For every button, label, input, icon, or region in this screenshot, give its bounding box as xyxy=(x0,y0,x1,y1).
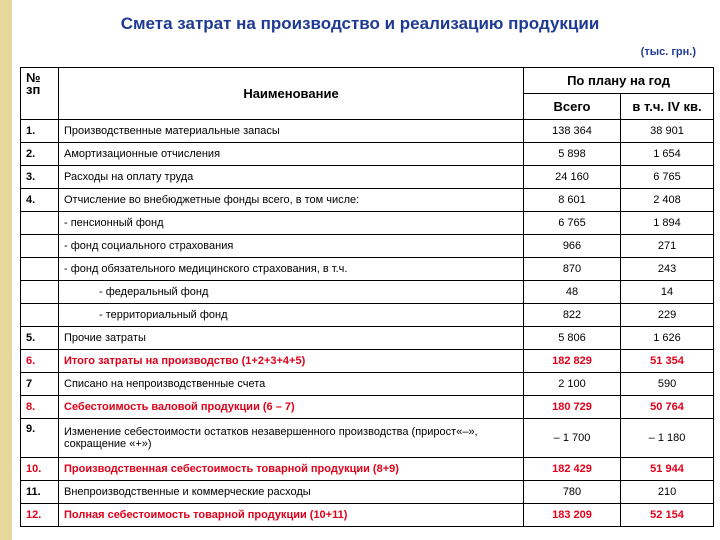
row-name: Итого затраты на производство (1+2+3+4+5) xyxy=(59,350,524,373)
row-num: 8. xyxy=(21,396,59,419)
table-row xyxy=(21,458,714,481)
table-row xyxy=(21,350,714,373)
row-q4: 6 765 xyxy=(621,166,714,189)
row-num xyxy=(21,235,59,258)
row-total: 822 xyxy=(524,304,621,327)
table-row xyxy=(21,396,714,419)
row-name: Полная себестоимость товарной продукции (10+11) xyxy=(59,504,524,527)
row-total: 780 xyxy=(524,481,621,504)
row-num: 1. xyxy=(21,120,59,143)
row-name: Производственные материальные запасы xyxy=(59,120,524,143)
row-total: 48 xyxy=(524,281,621,304)
row-total: 180 729 xyxy=(524,396,621,419)
row-name: - фонд обязательного медицинского страхования, в т.ч. xyxy=(59,258,524,281)
row-q4: 50 764 xyxy=(621,396,714,419)
table-row xyxy=(21,327,714,350)
row-q4: 243 xyxy=(621,258,714,281)
table-row xyxy=(21,212,714,235)
row-total: 183 209 xyxy=(524,504,621,527)
table-row xyxy=(21,189,714,212)
row-q4: – 1 180 xyxy=(621,419,714,458)
row-q4: 590 xyxy=(621,373,714,396)
row-name: Изменение себестоимости остатков незавершенного производства (прирост«–», сокращение «+») xyxy=(59,419,524,458)
row-num xyxy=(21,212,59,235)
row-name: Себестоимость валовой продукции (6 – 7) xyxy=(59,396,524,419)
row-total: 5 806 xyxy=(524,327,621,350)
row-q4: 51 944 xyxy=(621,458,714,481)
row-total: 182 429 xyxy=(524,458,621,481)
row-total: 6 765 xyxy=(524,212,621,235)
table-row xyxy=(21,304,714,327)
row-num: 10. xyxy=(21,458,59,481)
row-total: 966 xyxy=(524,235,621,258)
row-num: 6. xyxy=(21,350,59,373)
row-q4: 38 901 xyxy=(621,120,714,143)
header-plan: По плану на год xyxy=(524,68,714,94)
table-row xyxy=(21,166,714,189)
row-num: 5. xyxy=(21,327,59,350)
row-num: 11. xyxy=(21,481,59,504)
row-num: 4. xyxy=(21,189,59,212)
header-total: Всего xyxy=(524,94,621,120)
row-num xyxy=(21,304,59,327)
row-total: 5 898 xyxy=(524,143,621,166)
row-q4: 51 354 xyxy=(621,350,714,373)
row-name: - пенсионный фонд xyxy=(59,212,524,235)
table-row xyxy=(21,373,714,396)
row-num xyxy=(21,258,59,281)
row-q4: 1 626 xyxy=(621,327,714,350)
header-q4: в т.ч. IV кв. xyxy=(621,94,714,120)
row-q4: 14 xyxy=(621,281,714,304)
row-name: Производственная себестоимость товарной продукции (8+9) xyxy=(59,458,524,481)
row-name: Внепроизводственные и коммерческие расходы xyxy=(59,481,524,504)
row-total: 870 xyxy=(524,258,621,281)
row-num: 12. xyxy=(21,504,59,527)
row-num: 3. xyxy=(21,166,59,189)
row-name: Амортизационные отчисления xyxy=(59,143,524,166)
row-name: Прочие затраты xyxy=(59,327,524,350)
row-q4: 229 xyxy=(621,304,714,327)
row-name: Отчисление во внебюджетные фонды всего, в том числе: xyxy=(59,189,524,212)
row-q4: 52 154 xyxy=(621,504,714,527)
table-row xyxy=(21,235,714,258)
row-q4: 271 xyxy=(621,235,714,258)
header-name: Наименование xyxy=(59,68,524,120)
row-name: Списано на непроизводственные счета xyxy=(59,373,524,396)
row-name: - территориальный фонд xyxy=(59,304,524,327)
header-num: № зп xyxy=(21,68,59,120)
table-row xyxy=(21,258,714,281)
row-q4: 2 408 xyxy=(621,189,714,212)
row-num: 9. xyxy=(21,419,59,458)
row-total: 138 364 xyxy=(524,120,621,143)
row-total: 24 160 xyxy=(524,166,621,189)
row-total: 182 829 xyxy=(524,350,621,373)
table-row xyxy=(21,281,714,304)
row-num: 2. xyxy=(21,143,59,166)
row-q4: 210 xyxy=(621,481,714,504)
cost-estimate-table xyxy=(20,67,714,527)
row-total: – 1 700 xyxy=(524,419,621,458)
row-q4: 1 654 xyxy=(621,143,714,166)
row-total: 8 601 xyxy=(524,189,621,212)
row-name: - федеральный фонд xyxy=(59,281,524,304)
table-row xyxy=(21,120,714,143)
table-row xyxy=(21,504,714,527)
left-decorative-stripe xyxy=(0,0,12,540)
row-name: Расходы на оплату труда xyxy=(59,166,524,189)
table-row xyxy=(21,143,714,166)
row-total: 2 100 xyxy=(524,373,621,396)
row-num: 7 xyxy=(21,373,59,396)
units-label: (тыс. грн.) xyxy=(640,46,696,58)
table-row xyxy=(21,481,714,504)
row-num xyxy=(21,281,59,304)
table-row xyxy=(21,419,714,458)
row-name: - фонд социального страхования xyxy=(59,235,524,258)
page-title: Смета затрат на производство и реализацию продукции xyxy=(120,14,600,33)
row-q4: 1 894 xyxy=(621,212,714,235)
